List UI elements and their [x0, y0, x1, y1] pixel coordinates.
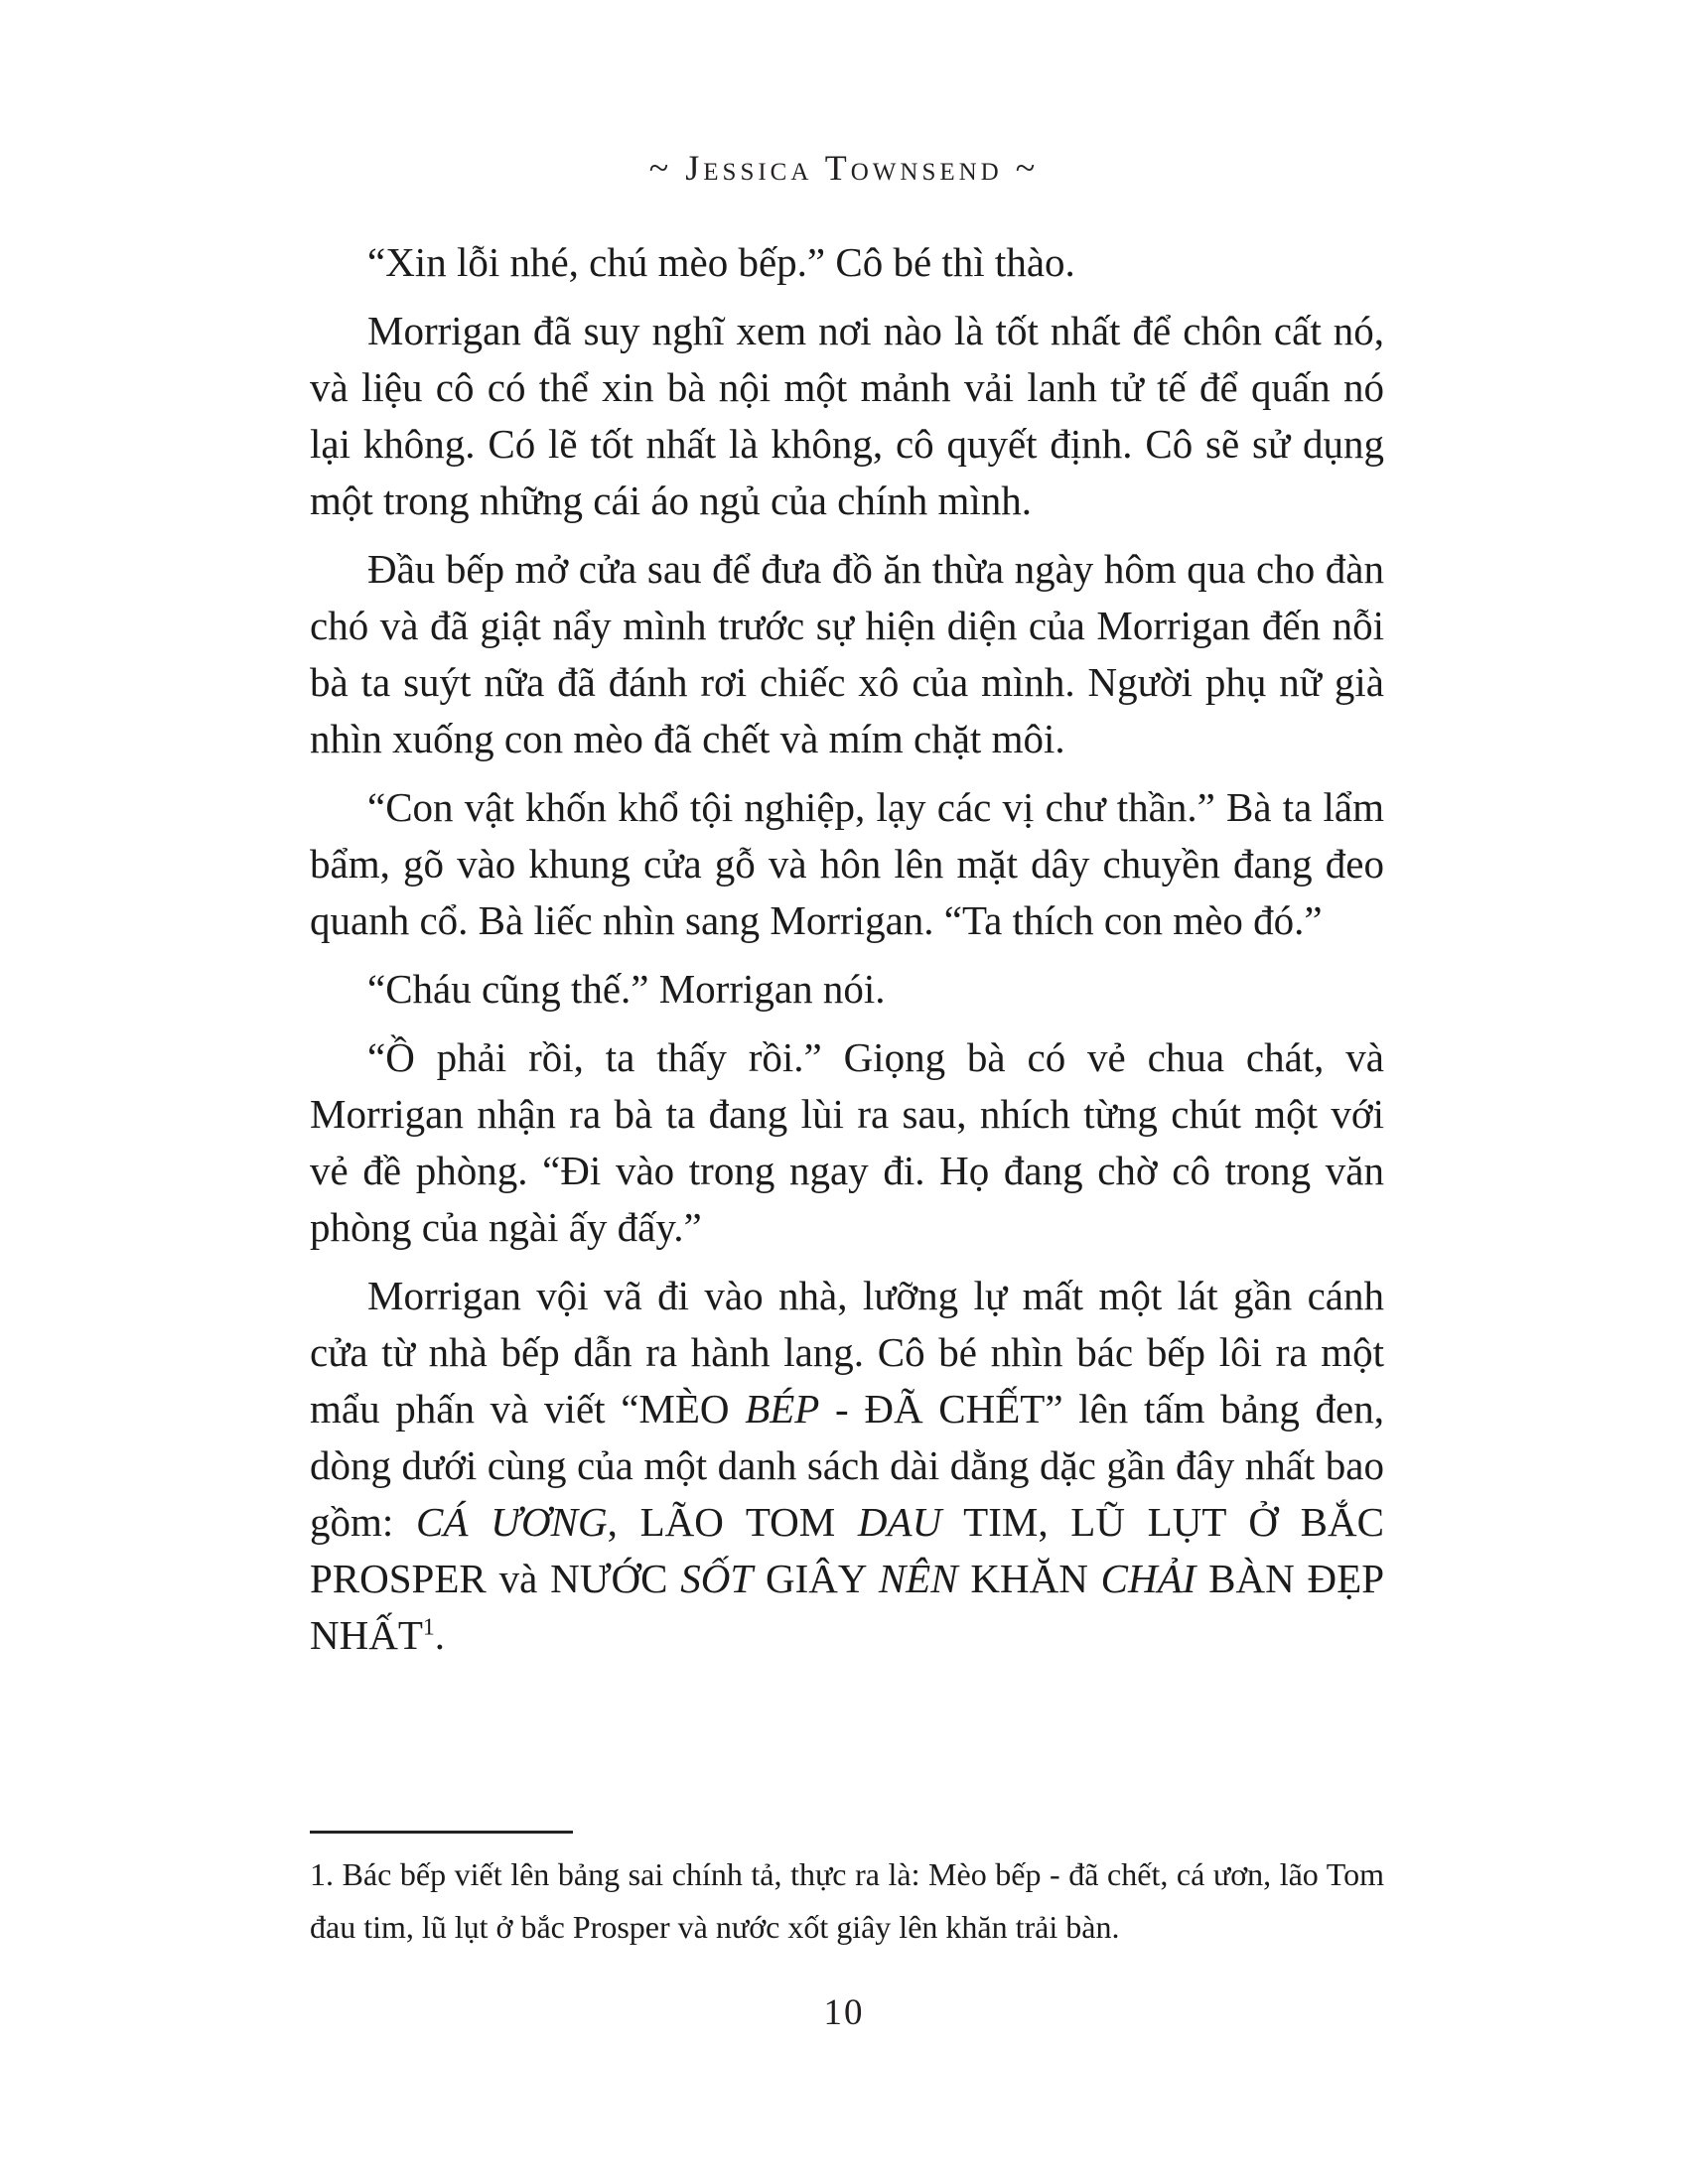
paragraph: Đầu bếp mở cửa sau để đưa đồ ăn thừa ngày hôm qua cho đàn chó và đã giật nẩy mình trước sự hiện diện của Morrigan đến nỗi bà ta suýt nữa đã đánh rơi chiếc xô của mình. Người phụ nữ già nhìn xuống con mèo đã chết và mím chặt môi.	[310, 546, 1384, 761]
paragraph: Morrigan vội vã đi vào nhà, lưỡng lự mất một lát gần cánh cửa từ nhà bếp dẫn ra hành lang. Cô bé nhìn bác bếp lôi ra một mẩu phấn và viết “MÈO BÉP - ĐÃ CHẾT” lên tấm bảng đen, dòng dưới cùng của một danh sách dài dằng dặc gần đây nhất bao gồm: CÁ ƯƠNG, LÃO TOM DAU TIM, LŨ LỤT Ở BẮC PROSPER và NƯỚC SỐT GIÂY NÊN KHĂN CHẢI BÀN ĐẸP NHẤT$^1$.	[310, 1273, 1384, 1658]
paragraph: “Ồ phải rồi, ta thấy rồi.” Giọng bà có vẻ chua chát, và Morrigan nhận ra bà ta đang lùi ra sau, nhích từng chút một với vẻ đề phòng. “Đi vào trong ngay đi. Họ đang chờ cô trong văn phòng của ngài ấy đấy.”	[310, 1034, 1384, 1250]
running-head: ~ Jessica Townsend ~	[648, 148, 1040, 188]
page-number: 10	[823, 1992, 865, 2033]
page-body	[310, 234, 1384, 1676]
paragraph: “Con vật khốn khổ tội nghiệp, lạy các vị chư thần.” Bà ta lẩm bẩm, gõ vào khung cửa gỗ và hôn lên mặt dây chuyền đang đeo quanh cổ. Bà liếc nhìn sang Morrigan. “Ta thích con mèo đó.”	[310, 784, 1384, 943]
paragraph: “Xin lỗi nhé, chú mèo bếp.” Cô bé thì thào.	[367, 239, 1075, 285]
paragraph: “Cháu cũng thế.” Morrigan nói.	[367, 966, 886, 1012]
paragraph: Morrigan đã suy nghĩ xem nơi nào là tốt nhất để chôn cất nó, và liệu cô có thể xin bà nội một mảnh vải lanh tử tế để quấn nó lại không. Có lẽ tốt nhất là không, cô quyết định. Cô sẽ sử dụng một trong những cái áo ngủ của chính mình.	[310, 308, 1384, 523]
footnote-divider	[310, 1831, 573, 1834]
footnote-text: 1. Bác bếp viết lên bảng sai chính tả, thực ra là: Mèo bếp - đã chết, cá ươn, lão Tom đau tim, lũ lụt ở bắc Prosper và nước xốt giây lên khăn trải bàn.	[310, 1856, 1384, 1945]
